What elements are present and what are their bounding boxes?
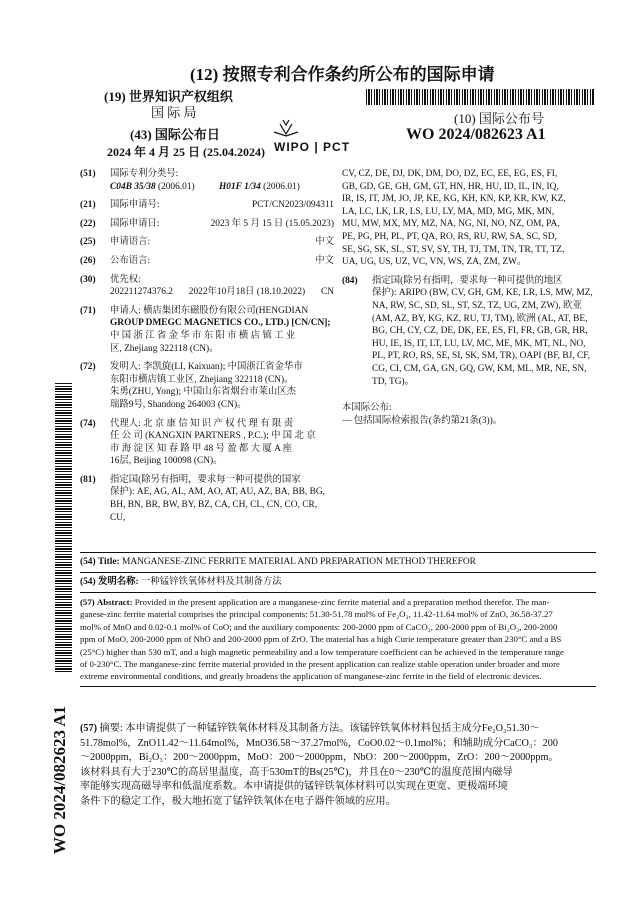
abstract-zh-line: 条件下的稳定工作，极大地拓宽了锰锌铁氧体在电子器件领域的应用。	[80, 795, 396, 807]
priority-row	[110, 286, 334, 299]
code-54: (54)	[80, 577, 96, 587]
code-21: (21)	[80, 200, 96, 211]
publication-number: WO 2024/082623 A1	[406, 126, 546, 143]
abstract-zh-line	[80, 722, 600, 737]
states-line: PE, PG, PH, PL, PT, QA, RO, RS, RU, RW, SA, SC, SD,	[342, 231, 557, 242]
filing-lang-value: 中文	[315, 237, 334, 248]
ipc-1-date: (2006.01)	[157, 181, 195, 192]
published-label: 本国际公布:	[342, 403, 392, 414]
regional-line: HU, IE, IS, IT, LT, LU, LV, MC, ME, MK, MT, NL, NO,	[372, 338, 586, 349]
priority-date: 2022年10月18日 (18.10.2022)	[188, 287, 306, 298]
title-zh-label: 发明名称:	[97, 577, 139, 587]
field-22	[80, 218, 334, 231]
regional-line: NA, RW, SC, SD, SL, ST, SZ, TZ, UG, ZM, ZW), 欧亚	[372, 300, 582, 311]
pub-lang-value: 中文	[315, 255, 334, 266]
code-43: (43)	[130, 127, 152, 142]
applicant-line: GROUP DMEGC MAGNETICS CO., LTD.) [CN/CN];	[110, 318, 331, 329]
field-81	[80, 474, 334, 524]
states-line: GB, GD, GE, GH, GM, GT, HN, HR, HU, ID, IL, IN, IQ,	[342, 181, 559, 192]
field-30	[80, 274, 334, 299]
states-line: CV, CZ, DE, DJ, DK, DM, DO, DZ, EC, EE, EG, ES, FI,	[342, 169, 558, 179]
regional-line: (AM, AZ, BY, KG, KZ, RU, TJ, TM), 欧洲 (AL, AT, BE,	[372, 313, 588, 324]
code-19: (19)	[104, 89, 126, 104]
ipc-2-date: (2006.01)	[263, 181, 300, 192]
title-zh	[80, 576, 596, 589]
published-with	[342, 402, 598, 427]
code-84: (84)	[342, 275, 358, 286]
abstract-zh-text: 本申请提供了一种锰锌铁氧体材料及其制备方法。该锰锌铁氧体材料包括主成分Fe₂O₃51.30～	[125, 723, 540, 734]
field-21	[80, 199, 334, 212]
agent-line: 代理人: 北 京 康 信 知 识 产 权 代 理 有 限 责	[110, 418, 294, 429]
wipo-pct-logo	[258, 118, 378, 158]
priority-country: CN	[320, 287, 334, 298]
abstract-zh-line: ～2000ppm，Bi₂O₃：200～2000ppm，MoO：200～2000ppm，NbO：200～2000ppm，ZrO：200～2000ppm。	[80, 752, 559, 764]
code-72: (72)	[80, 362, 96, 373]
abstract-zh-line: 该材料具有大于230℃的高居里温度，高于530mT的Bs(25℃)，并且在0～230℃的温度范围内磁导	[80, 766, 513, 778]
code-30: (30)	[80, 274, 96, 285]
priority-label: 优先权:	[110, 274, 141, 285]
states-line: UA, UG, US, UZ, VC, VN, WS, ZA, ZM, ZW。	[342, 257, 527, 268]
states-line: BH, BN, BR, BW, BY, BZ, CA, CH, CL, CN, CO, CR, CU,	[110, 500, 318, 523]
inventor-line: 瑞路9号, Shandong 264003 (CN)。	[110, 399, 247, 410]
pub-date-label-text: 国际公布日	[154, 127, 220, 142]
inventor-line: 发明人: 李凯旋(LI, Kaixuan); 中国浙江省金华市	[110, 362, 303, 373]
divider	[80, 592, 596, 593]
title-zh-text: 一种锰锌铁氧体材料及其制备方法	[140, 577, 282, 587]
regional-line: 保护): ARIPO (BW, CV, GH, GM, KE, LR, LS, MW, MZ,	[372, 288, 593, 299]
applicant-line: 中 国 浙 江 省 金 华 市 东 阳 市 横 店 镇 工 业	[110, 330, 296, 341]
regional-line: TD, TG)。	[372, 376, 415, 387]
pub-lang-label: 公布语言:	[110, 255, 151, 266]
field-84	[342, 275, 598, 388]
barcode-top	[366, 89, 594, 105]
field-25	[80, 236, 334, 249]
abstract-zh	[80, 722, 600, 810]
document-title	[190, 60, 495, 85]
abstract-en-line	[80, 596, 600, 608]
filing-date-label: 国际申请日:	[110, 218, 160, 229]
code-57: (57)	[80, 597, 95, 607]
logo-text: WIPO | PCT	[274, 140, 351, 154]
states-line: MU, MW, MX, MY, MZ, NA, NG, NI, NO, NZ, OM, PA,	[342, 219, 560, 230]
states-line: IR, IS, IT, JM, JO, JP, KE, KG, KH, KN, KP, KR, KW, KZ,	[342, 194, 566, 205]
states-continued	[342, 168, 598, 269]
filing-lang-label: 申请语言:	[110, 237, 151, 248]
code-25: (25)	[80, 237, 96, 248]
states-line: 指定国(除另有指明，要求每一种可提供的国家	[110, 474, 301, 485]
applicant-line: 区, Zhejiang 322118 (CN)。	[110, 343, 219, 354]
ipc-row	[110, 181, 334, 194]
app-no-value: PCT/CN2023/094311	[252, 200, 334, 211]
app-no-label: 国际申请号:	[110, 200, 160, 211]
code-51: (51)	[80, 169, 96, 179]
code-26: (26)	[80, 255, 96, 266]
regional-line: CG, CI, CM, GA, GN, GQ, GW, KM, ML, MR, NE, SN,	[372, 363, 587, 374]
code-54: (54)	[80, 557, 96, 567]
abstract-en-line: ppm of MoO, 200-2000 ppm of NbO and 200-2000 ppm of ZrO. The material has a high Curie temperature greater than 230°C and a BS	[80, 634, 562, 645]
divider	[80, 552, 596, 553]
regional-line: BG, CH, CY, CZ, DE, DK, EE, ES, FI, FR, GB, GR, HR,	[372, 326, 588, 337]
abstract-en-line: ganese-zinc ferrite material comprises the principal components: 51.30-51.78 mol% of Fe₂O₃, 11.42-11.64 mol% of ZnO, 36.58-37.27	[80, 609, 553, 620]
inventor-line: 东阳市横店镇工业区, Zhejiang 322118 (CN)。	[110, 374, 294, 385]
abstract-en-text: Provided in the present application are a manganese-zinc ferrite material and a preparation method therefor. The man-	[134, 597, 550, 607]
field-72	[80, 361, 334, 411]
abstract-zh-label: 摘要:	[99, 723, 123, 734]
priority-number: 202211274376.2	[110, 287, 173, 298]
agent-line: 16层, Beijing 100098 (CN)。	[110, 456, 223, 467]
regional-line: 指定国(除另有指明，要求每一种可提供的地区	[372, 275, 563, 286]
abstract-en	[80, 596, 600, 683]
abstract-zh-line: 51.78mol%，ZnO11.42～11.64mol%，MnO36.58～37.27mol%，CoO0.02～0.1mol%；和辅助成分CaCO₃：200	[80, 737, 558, 749]
field-26	[80, 255, 334, 268]
applicant-line: 申请人: 横店集团东磁股份有限公司(HENGDIAN	[110, 305, 309, 316]
states-line: 保护): AE, AG, AL, AM, AO, AT, AU, AZ, BA, BB, BG,	[110, 487, 325, 498]
field-74	[80, 418, 334, 468]
abstract-en-line: extreme environmental conditions, and greatly broadens the application of manganese-zinc ferrite in the field of electronic devices.	[80, 671, 542, 682]
agent-line: 市 海 淀 区 知 春 路 甲 48 号 盈 都 大 厦 A 座	[110, 443, 293, 454]
ipc-1: C04B 35/38	[110, 181, 156, 192]
ipc-2: H01F 1/34	[219, 181, 261, 192]
right-column	[342, 168, 598, 427]
pub-date: 2024 年 4 月 25 日 (25.04.2024)	[107, 145, 265, 159]
code-74: (74)	[80, 418, 96, 429]
code-12: (12)	[190, 65, 219, 84]
regional-line: PL, PT, RO, RS, SE, SI, SK, SM, TR), OAPI (BF, BJ, CF,	[372, 351, 590, 362]
abstract-zh-line: 率能够实现高磁导率和低温度系数。本申请提供的锰锌铁氧体材料可以实现在更宽、更极端环境	[80, 781, 508, 793]
abstract-en-label: Abstract:	[96, 597, 133, 607]
ipc-label: 国际专利分类号:	[110, 169, 179, 179]
title-en-label: Title:	[97, 557, 120, 567]
field-71	[80, 305, 334, 355]
inventor-line: 朱勇(ZHU, Yong); 中国山东省烟台市莱山区杰	[110, 387, 296, 398]
published-item: — 包括国际检索报告(条约第21条(3))。	[342, 415, 503, 426]
field-51	[80, 168, 334, 193]
states-line: SE, SG, SK, SL, ST, SV, SY, TH, TJ, TM, TN, TR, TT, TZ,	[342, 244, 565, 255]
abstract-en-line: mol% of MnO and 0.02-0.1 mol% of CoO; and the auxiliary components: 200-2000 ppm of CaCO₃, 200-2000 ppm of Bi₂O₃, 200-2000	[80, 621, 558, 632]
title-en	[80, 556, 596, 569]
divider	[80, 572, 596, 573]
divider	[80, 686, 596, 687]
code-57: (57)	[80, 723, 97, 734]
side-publication-number: WO 2024/082623 A1	[50, 705, 69, 855]
code-10: (10)	[454, 111, 476, 126]
code-71: (71)	[80, 305, 96, 316]
abstract-en-line: (25°C) higher than 530 mT, and a high magnetic permeability and a low temperature coefficient can be achieved in the temperature range	[80, 646, 564, 657]
publication-type: 按照专利合作条约所公布的国际申请	[222, 65, 495, 84]
code-22: (22)	[80, 218, 96, 229]
pub-no-label	[454, 108, 544, 127]
code-81: (81)	[80, 474, 96, 485]
pub-date-label	[130, 124, 220, 143]
states-line: LA, LC, LK, LR, LS, LU, LY, MA, MD, MG, MK, MN,	[342, 206, 555, 217]
barcode-side	[55, 382, 72, 672]
left-column	[80, 168, 334, 524]
abstract-en-line: of 0-230°C. The manganese-zinc ferrite material provided in the present application can realize stable operation under broader and more	[80, 659, 560, 670]
pub-no-label-text: 国际公布号	[478, 111, 544, 126]
title-en-text: MANGANESE-ZINC FERRITE MATERIAL AND PREPARATION METHOD THEREFOR	[122, 557, 476, 567]
org-name: 世界知识产权组织	[128, 89, 233, 104]
org-sub: 国 际 局	[151, 105, 197, 120]
filing-date-value: 2023 年 5 月 15 日 (15.05.2023)	[210, 218, 334, 229]
agent-line: 任 公 司 (KANGXIN PARTNERS , P.C.); 中 国 北 京	[110, 431, 316, 442]
